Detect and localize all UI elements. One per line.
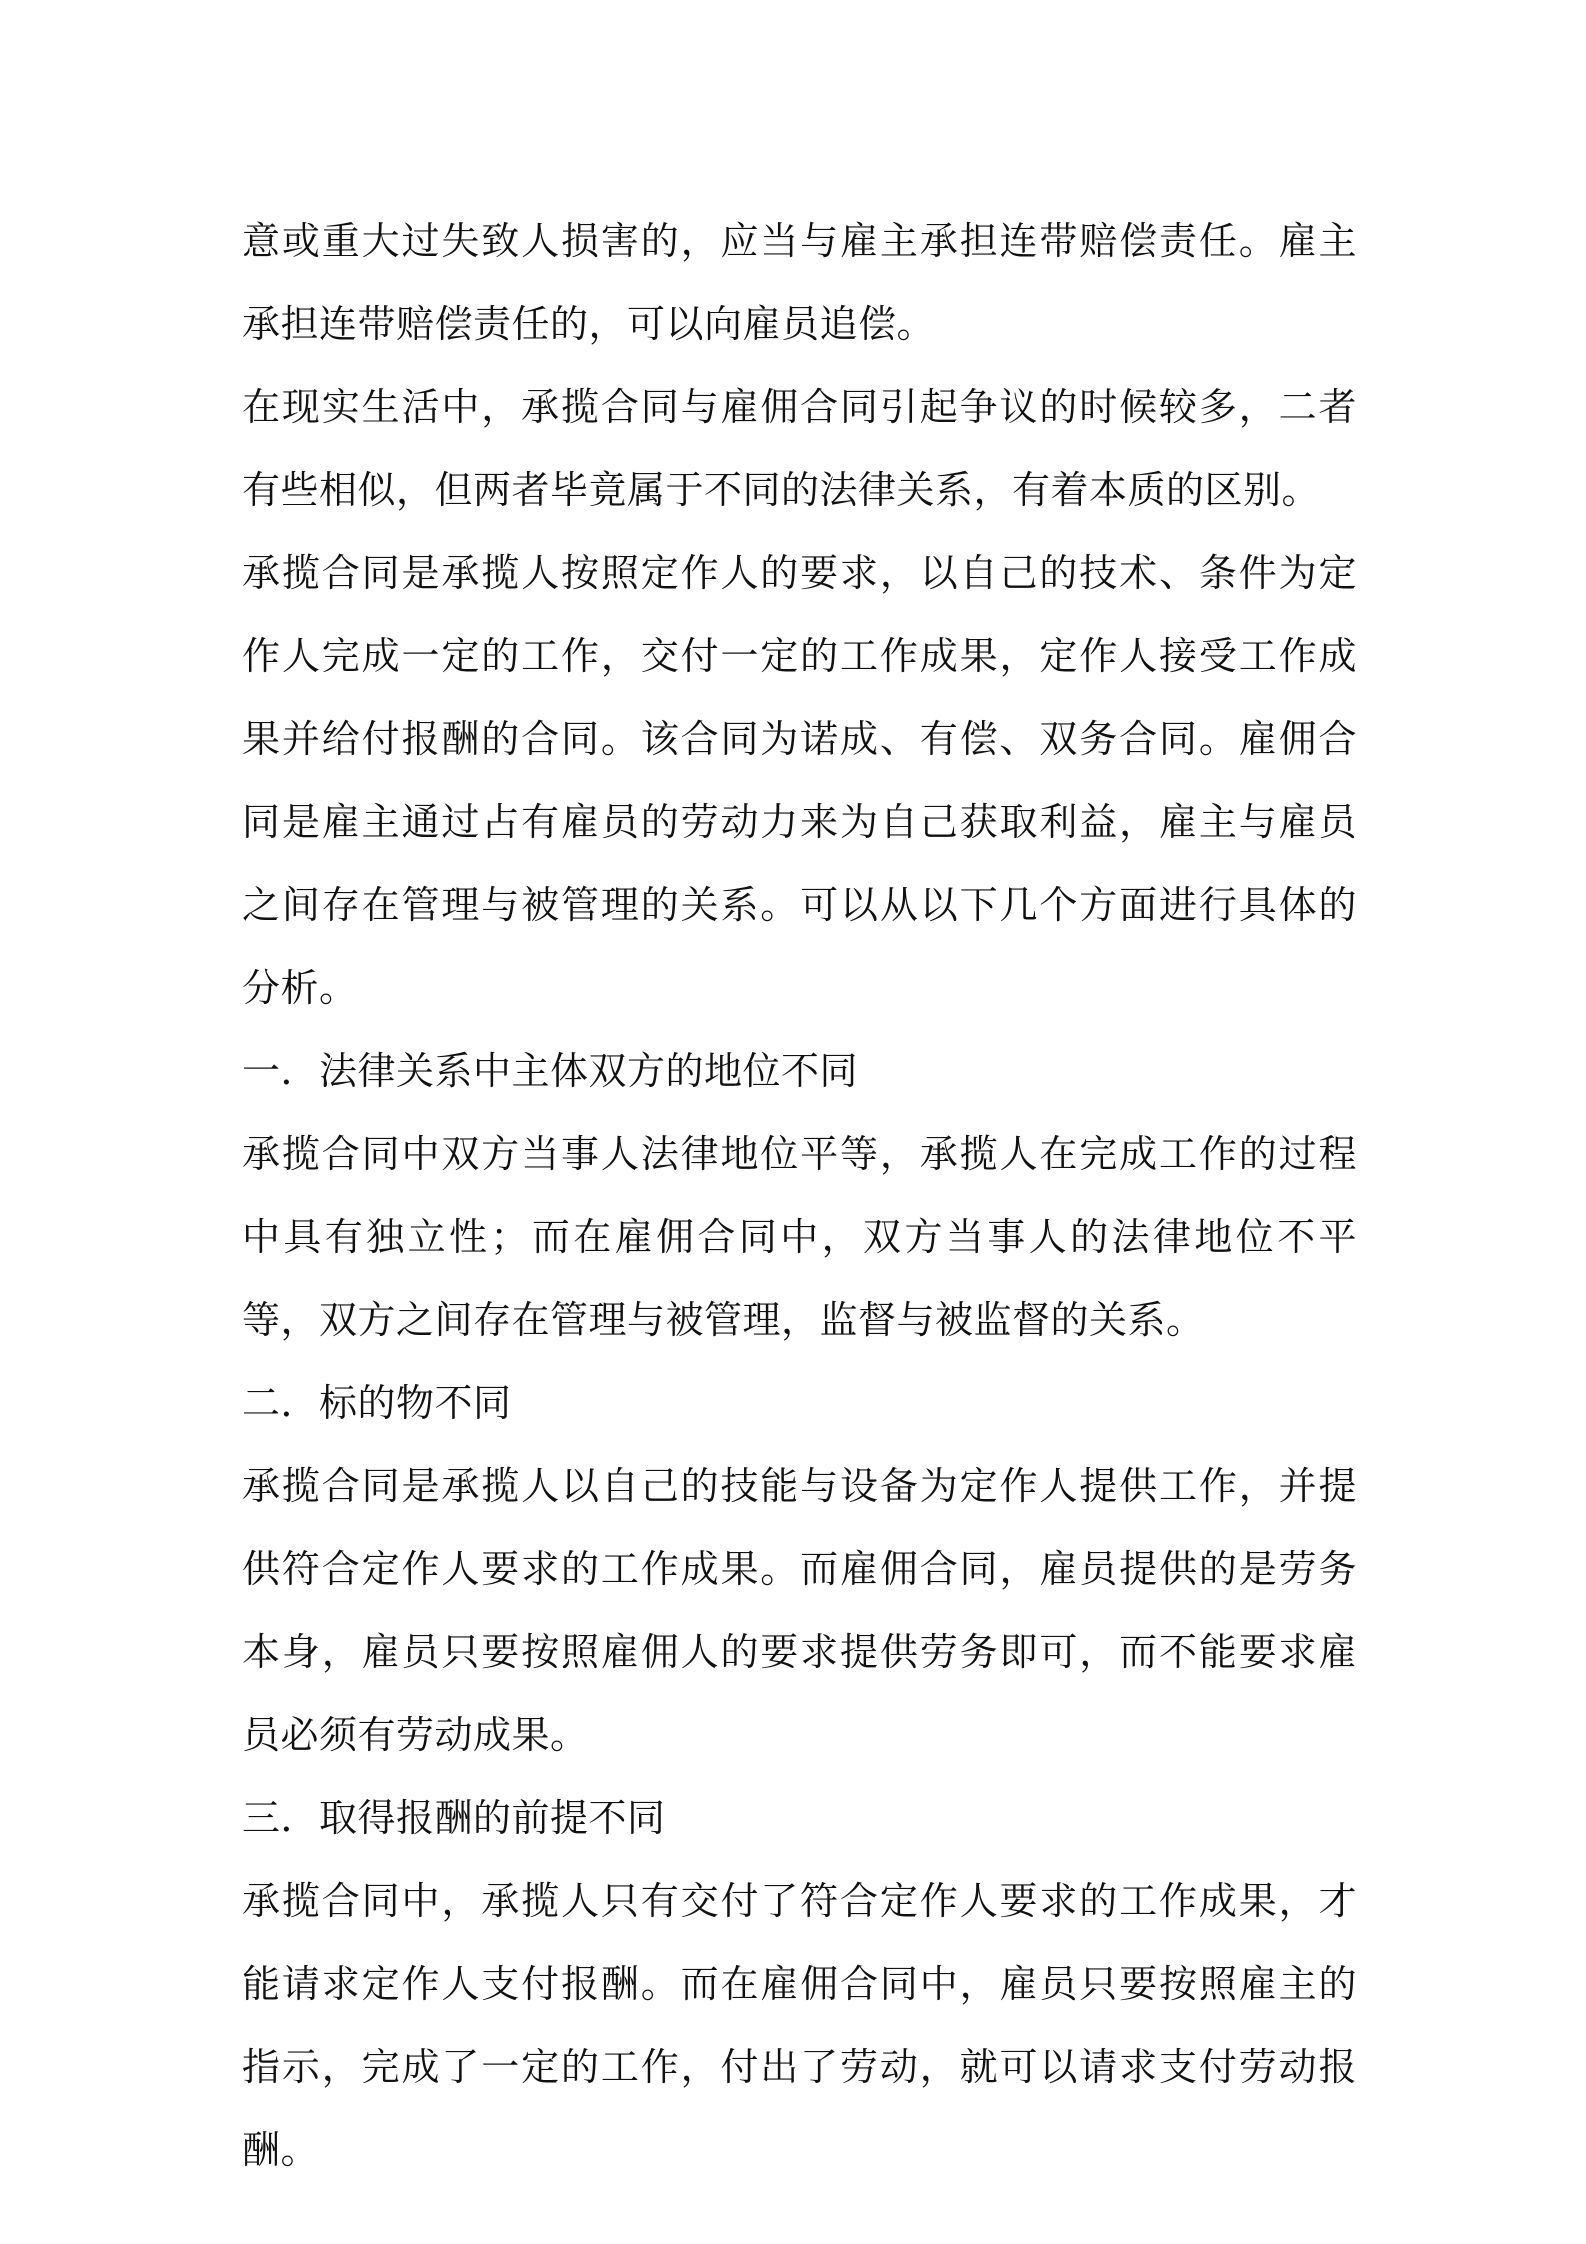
paragraph-4: 承揽合同中双方当事人法律地位平等，承揽人在完成工作的过程中具有独立性；而在雇佣合同中，双方当事人的法律地位不平等，双方之间存在管理与被管理，监督与被监督的关系。 — [242, 1132, 1357, 1342]
section-heading-1: 一．法律关系中主体双方的地位不同 — [242, 1049, 859, 1093]
paragraph-1: 意或重大过失致人损害的，应当与雇主承担连带赔偿责任。雇主承担连带赔偿责任的，可以向雇员追偿。 — [242, 219, 1357, 346]
paragraph-2: 在现实生活中，承揽合同与雇佣合同引起争议的时候较多，二者有些相似，但两者毕竟属于不同的法律关系，有着本质的区别。 — [242, 385, 1357, 512]
section-heading-2: 二．标的物不同 — [242, 1381, 512, 1425]
paragraph-6: 承揽合同中，承揽人只有交付了符合定作人要求的工作成果，才能请求定作人支付报酬。而在雇佣合同中，雇员只要按照雇主的指示，完成了一定的工作，付出了劳动，就可以请求支付劳动报酬。 — [242, 1879, 1357, 2172]
section-heading-3: 三．取得报酬的前提不同 — [242, 1796, 666, 1840]
paragraph-5: 承揽合同是承揽人以自己的技能与设备为定作人提供工作，并提供符合定作人要求的工作成果。而雇佣合同，雇员提供的是劳务本身，雇员只要按照雇佣人的要求提供劳务即可，而不能要求雇员必须有劳动成果。 — [242, 1464, 1357, 1757]
paragraph-3: 承揽合同是承揽人按照定作人的要求，以自己的技术、条件为定作人完成一定的工作，交付一定的工作成果，定作人接受工作成果并给付报酬的合同。该合同为诺成、有偿、双务合同。雇佣合同是雇主通过占有雇员的劳动力来为自己获取利益，雇主与雇员之间存在管理与被管理的关系。可以从以下几个方面进行具体的分析。 — [242, 551, 1357, 1010]
document-body — [242, 200, 1357, 2192]
